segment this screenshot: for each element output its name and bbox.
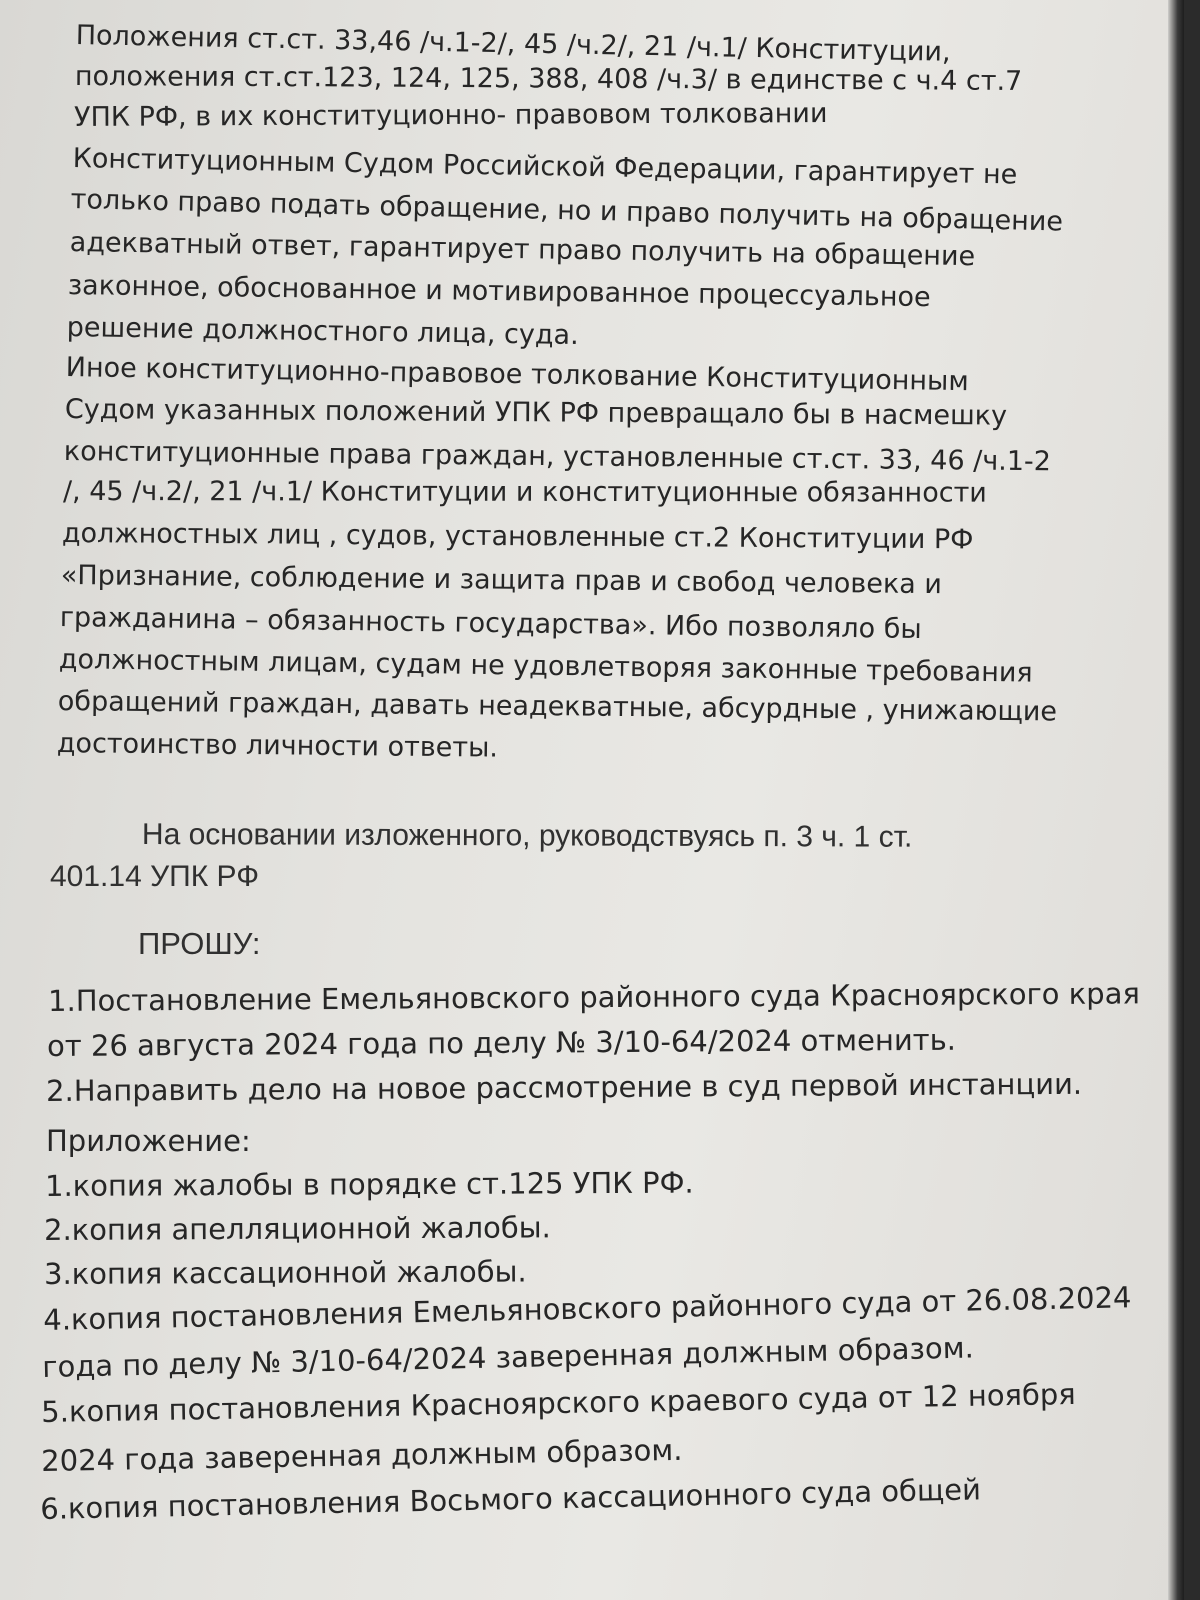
argument-line: УПК РФ, в их конституционно- правовом толковании — [73, 98, 828, 133]
argument-line: /, 45 /ч.2/, 21 /ч.1/ Конституции и конституционные обязанности — [62, 476, 987, 509]
basis-line: На основании изложенного, руководствуясь п. 3 ч. 1 ст. — [141, 818, 913, 854]
argument-line: Положения ст.ст. 33,46 /ч.1-2/, 45 /ч.2/, 21 /ч.1/ Конституции, — [75, 20, 951, 68]
argument-line: гражданина – обязанность государства». Ибо позволяло бы — [59, 602, 922, 646]
appendix-item: года по делу № 3/10-64/2024 заверенная должным образом. — [41, 1330, 975, 1384]
appendix-heading: Приложение: — [46, 1124, 251, 1158]
argument-line: решение должностного лица, суда. — [66, 312, 579, 352]
request-item: 2.Направить дело на новое рассмотрение в суд первой инстанции. — [45, 1066, 1083, 1108]
appendix-item: 5.копия постановления Красноярского краевого суда от 12 ноября — [40, 1376, 1076, 1429]
argument-line: должностным лицам, судам не удовлетворяя законные требования — [58, 644, 1033, 689]
request-heading: ПРОШУ: — [138, 926, 261, 961]
page-edge-shadow — [1168, 0, 1184, 1600]
appendix-item: 4.копия постановления Емельяновского районного суда от 26.08.2024 — [42, 1280, 1132, 1337]
request-item: от 26 августа 2024 года по делу № 3/10-64/2024 отменить. — [46, 1022, 957, 1063]
appendix-item: 1.копия жалобы в порядке ст.125 УПК РФ. — [44, 1165, 694, 1203]
argument-line: положения ст.ст.123, 124, 125, 388, 408 /ч.3/ в единстве с ч.4 ст.7 — [74, 61, 1023, 97]
argument-line: должностных лиц , судов, установленные ст.2 Конституции РФ — [61, 518, 974, 556]
argument-line: только право подать обращение, но и право получить на обращение — [70, 184, 1064, 238]
argument-line: Судом указанных положений УПК РФ превращало бы в насмешку — [64, 394, 1008, 432]
request-item: 1.Постановление Емельяновского районного суда Красноярского края — [47, 976, 1140, 1018]
argument-line: Конституционным Судом Российской Федерации, гарантирует не — [72, 143, 1018, 191]
argument-line: достоинство личности ответы. — [56, 728, 499, 764]
argument-line: Иное конституционно-правовое толкование Конституционным — [65, 352, 969, 398]
appendix-item: 3.копия кассационной жалобы. — [43, 1254, 527, 1291]
basis-line: 401.14 УПК РФ — [50, 860, 260, 893]
argument-line: адекватный ответ, гарантирует право получить на обращение — [69, 227, 976, 273]
appendix-item: 2.копия апелляционной жалобы. — [43, 1210, 551, 1247]
appendix-item: 6.копия постановления Восьмого кассационного суда общей — [39, 1472, 982, 1526]
argument-line: конституционные права граждан, установленные ст.ст. 33, 46 /ч.1-2 — [63, 436, 1052, 478]
argument-line: «Признание, соблюдение и защита прав и свобод человека и — [60, 560, 943, 601]
argument-line: законное, обоснованное и мотивированное процессуальное — [67, 270, 931, 314]
appendix-item: 2024 года заверенная должным образом. — [40, 1432, 683, 1478]
argument-line: обращений граждан, давать неадекватные, абсурдные , унижающие — [57, 686, 1058, 728]
